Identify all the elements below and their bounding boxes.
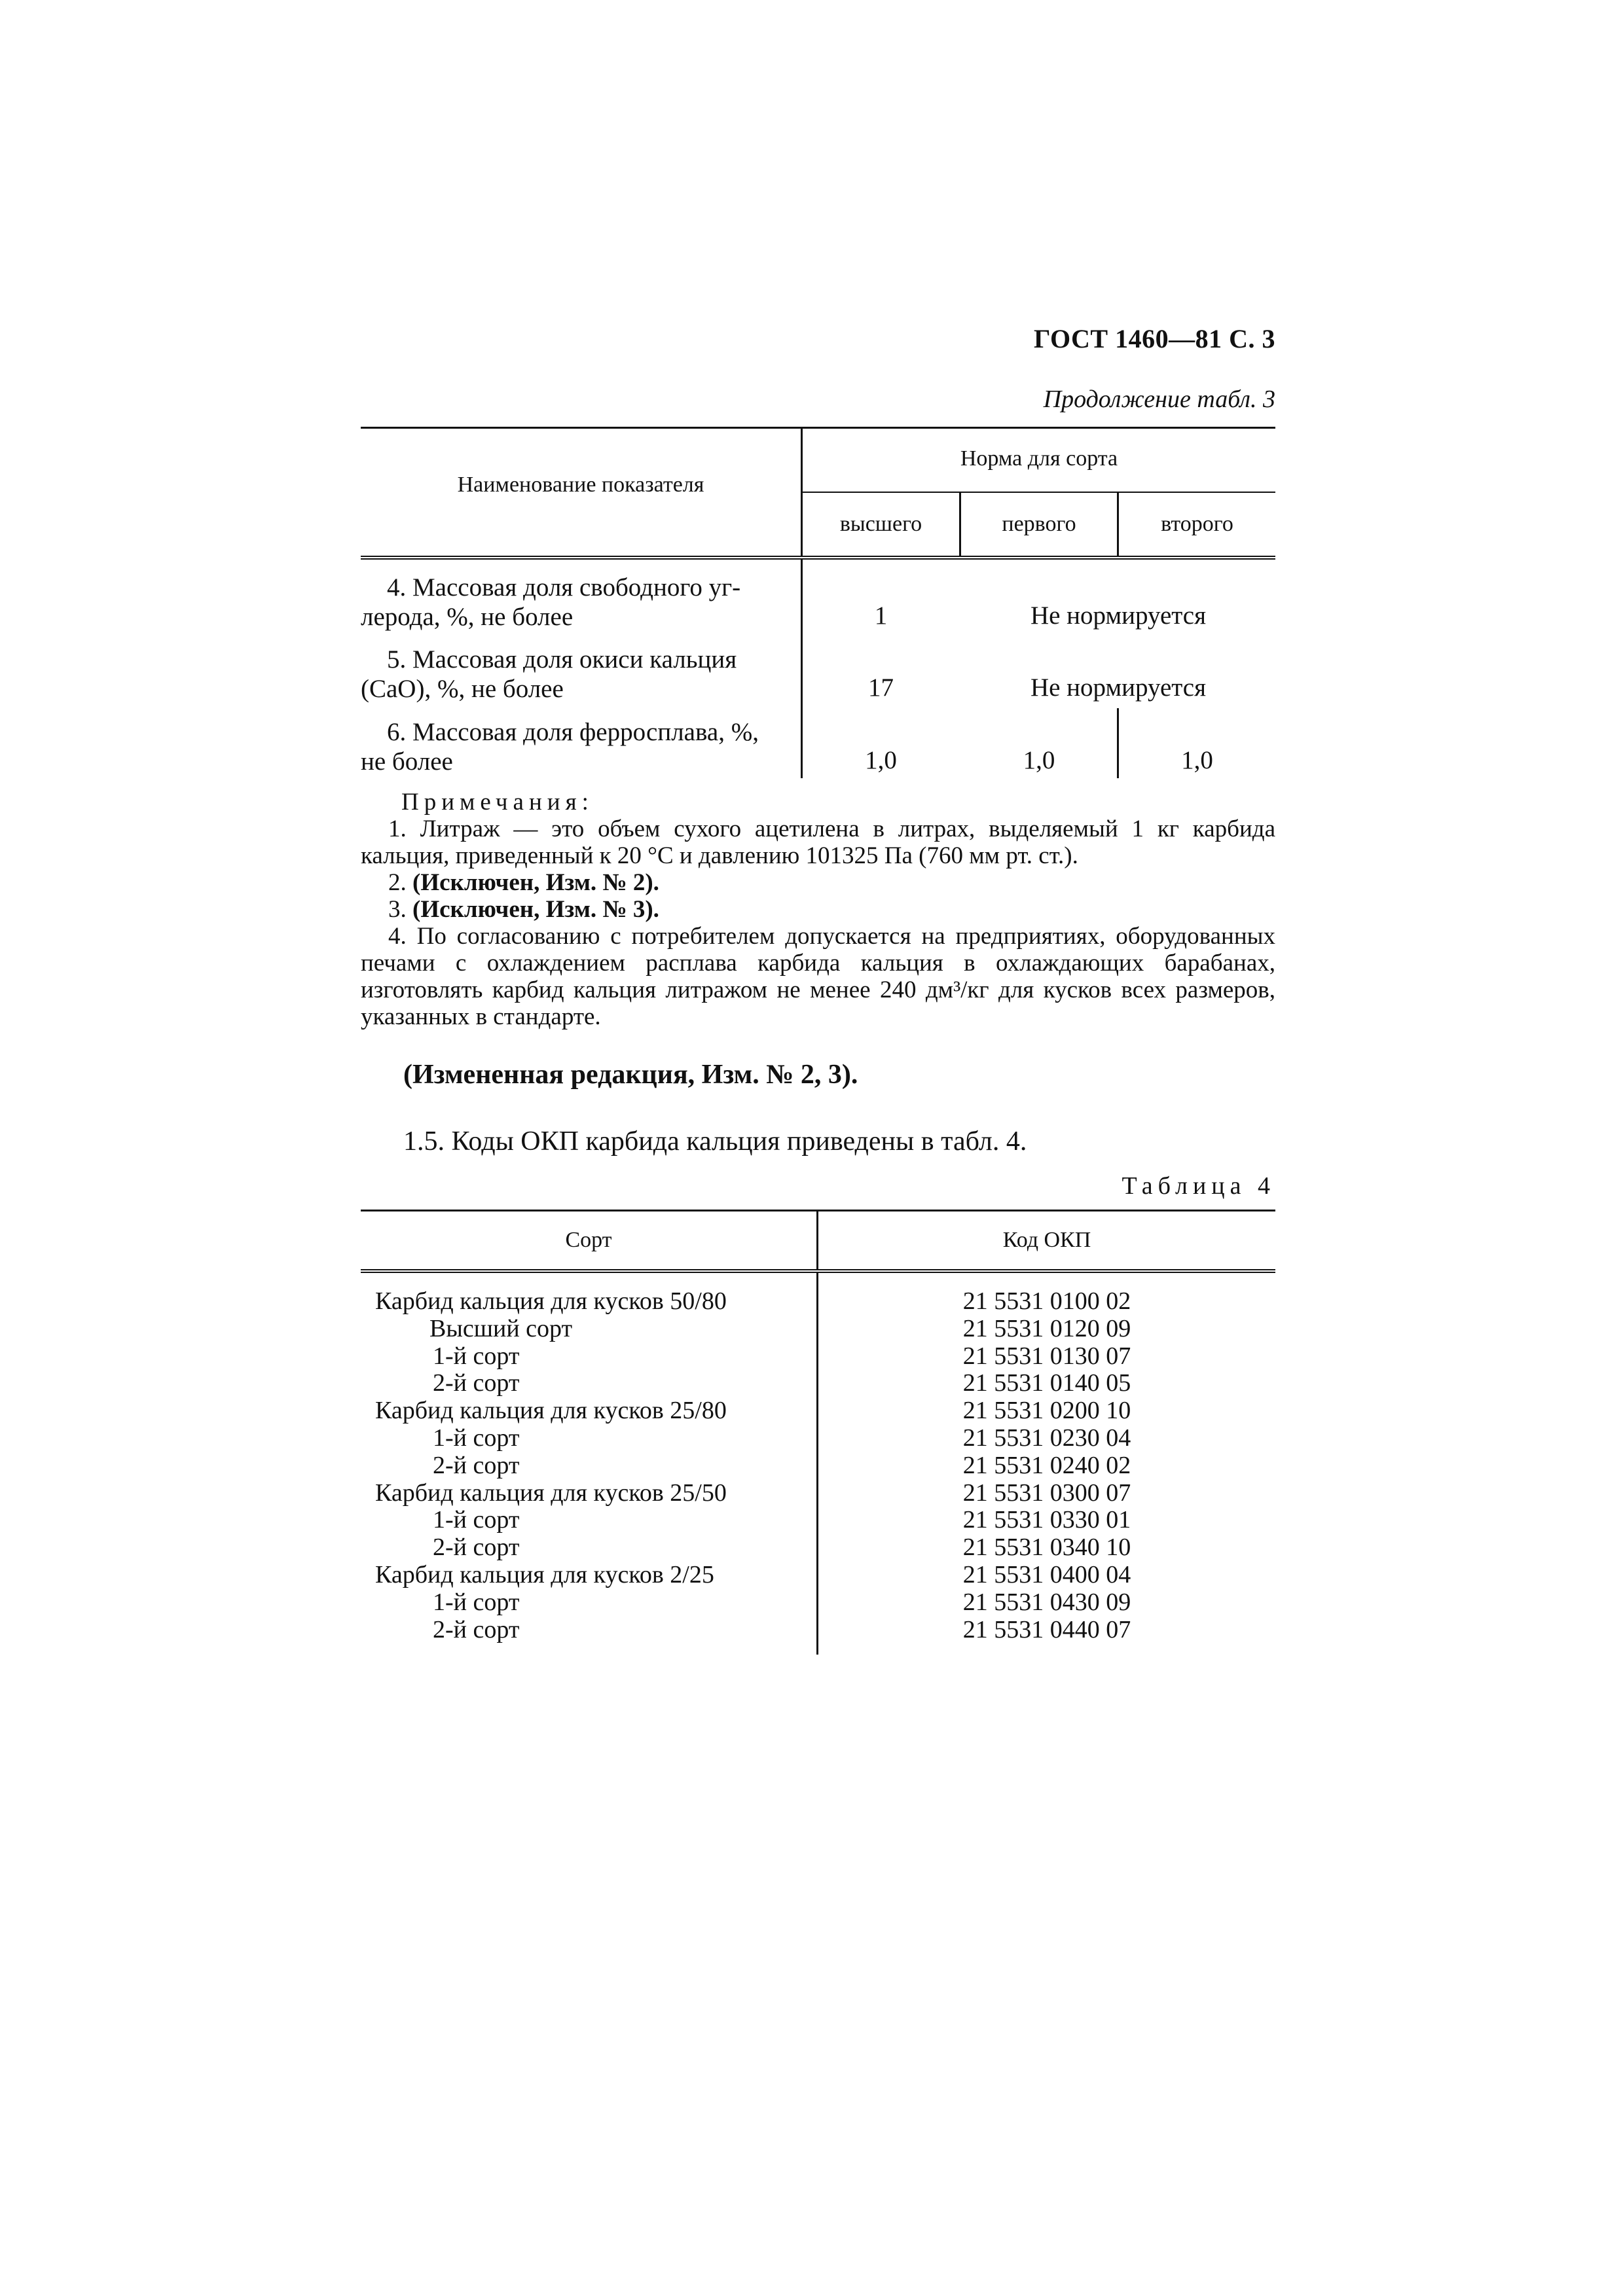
- table-4-label: Таблица 4: [1122, 1172, 1275, 1200]
- column-header-highest: высшего: [839, 512, 922, 536]
- table-row: [361, 1370, 1275, 1397]
- table-row: [361, 1316, 1275, 1343]
- table-row: [361, 1480, 1275, 1507]
- column-header-first: первого: [1002, 512, 1076, 536]
- table-row: [361, 1425, 1275, 1452]
- table-top-rule: [361, 427, 1275, 429]
- parameter-name-cont: не более: [361, 747, 453, 776]
- sort-cell: 1-й сорт: [433, 1342, 520, 1370]
- okp-code-cell: 21 5531 0430 09: [962, 1588, 1131, 1616]
- okp-code-cell: 21 5531 0440 07: [962, 1615, 1131, 1643]
- okp-code-cell: 21 5531 0140 05: [962, 1369, 1131, 1397]
- table-row: [361, 1534, 1275, 1562]
- table-4-rows: [361, 1288, 1275, 1643]
- column-header-second: второго: [1161, 512, 1233, 536]
- sort-cell: 1-й сорт: [433, 1424, 520, 1452]
- note-2-number: 2.: [388, 869, 407, 896]
- sort-cell: Карбид кальция для кусков 50/80: [375, 1287, 727, 1315]
- note-3-number: 3.: [388, 896, 407, 923]
- column-header-parameter: Наименование показателя: [457, 473, 704, 497]
- sort-cell: 2-й сорт: [433, 1369, 520, 1397]
- value-highest: 17: [868, 673, 894, 702]
- parameter-name-cont: лерода, %, не более: [361, 603, 574, 631]
- okp-code-cell: 21 5531 0400 04: [962, 1560, 1131, 1588]
- sort-cell: 2-й сорт: [433, 1615, 520, 1643]
- table-row: [361, 1562, 1275, 1589]
- okp-code-cell: 21 5531 0100 02: [962, 1287, 1131, 1315]
- okp-code-cell: 21 5531 0230 04: [962, 1424, 1131, 1452]
- table-4: [361, 1210, 1275, 1655]
- column-header-sort: Сорт: [565, 1228, 612, 1252]
- value-highest: 1: [874, 601, 888, 630]
- sort-cell: 2-й сорт: [433, 1534, 520, 1562]
- parameter-name: 5. Массовая доля окиси кальция: [387, 645, 737, 673]
- okp-code-cell: 21 5531 0300 07: [962, 1479, 1131, 1507]
- sort-cell: Высший сорт: [429, 1314, 573, 1342]
- parameter-name-cont: (СаО), %, не более: [361, 675, 564, 703]
- note-3: [361, 896, 1275, 923]
- okp-code-cell: 21 5531 0240 02: [962, 1451, 1131, 1479]
- paragraph-1-5: 1.5. Коды ОКП карбида кальция приведены в табл. 4.: [403, 1126, 1027, 1157]
- sort-cell: Карбид кальция для кусков 25/50: [375, 1479, 727, 1507]
- value-second: 1,0: [1181, 746, 1213, 774]
- note-1: 1. Литраж — это объем сухого ацетилена в литрах, выделяемый 1 кг карбида кальция, приведенный к 20 °С и давлению 101325 Па (760 мм рт. ст.).: [361, 816, 1275, 869]
- note-2: [361, 869, 1275, 896]
- table-row: [361, 1452, 1275, 1480]
- table-row: [361, 1288, 1275, 1316]
- table-row: [361, 645, 801, 704]
- value-first: 1,0: [1023, 746, 1055, 774]
- column-header-code: Код ОКП: [1002, 1228, 1091, 1252]
- column-header-norm: Норма для сорта: [960, 446, 1118, 471]
- value-merged: Не нормируется: [1030, 673, 1207, 702]
- sort-cell: 1-й сорт: [433, 1588, 520, 1616]
- table-row: [361, 1397, 1275, 1425]
- table-row: [361, 1617, 1275, 1644]
- sort-cell: Карбид кальция для кусков 2/25: [375, 1560, 714, 1588]
- amendment-note: (Измененная редакция, Изм. № 2, 3).: [403, 1060, 858, 1090]
- note-2-text: (Исключен, Изм. № 2).: [412, 869, 659, 896]
- note-3-text: (Исключен, Изм. № 3).: [412, 896, 659, 923]
- table-row: [361, 1343, 1275, 1371]
- table-row: [361, 1589, 1275, 1617]
- header-divider: [803, 492, 1275, 493]
- table-row: [361, 717, 801, 776]
- okp-code-cell: 21 5531 0130 07: [962, 1342, 1131, 1370]
- header-bottom-rule: [361, 1269, 1275, 1273]
- okp-code-cell: 21 5531 0200 10: [962, 1397, 1131, 1425]
- value-merged: Не нормируется: [1030, 601, 1207, 630]
- page-header: ГОСТ 1460—81 С. 3: [1033, 324, 1275, 353]
- value-highest: 1,0: [865, 746, 897, 774]
- sort-cell: 1-й сорт: [433, 1506, 520, 1534]
- okp-code-cell: 21 5531 0330 01: [962, 1506, 1131, 1534]
- header-bottom-rule: [361, 556, 1275, 560]
- sort-cell: Карбид кальция для кусков 25/80: [375, 1397, 727, 1425]
- sort-cell: 2-й сорт: [433, 1451, 520, 1479]
- table-row: [361, 1507, 1275, 1534]
- notes-section: [361, 789, 1275, 1030]
- table-row: [361, 573, 801, 632]
- note-4: 4. По согласованию с потребителем допускается на предприятиях, оборудованных печами с охлаждением расплава карбида кальция в охлаждающих барабанах, изготовлять карбид кальция литражом не менее 240 дм³/кг для кусков всех размеров, указанных в стандарте.: [361, 923, 1275, 1030]
- table-continuation-label: Продолжение табл. 3: [1043, 386, 1275, 413]
- parameter-name: 4. Массовая доля свободного уг-: [387, 573, 741, 601]
- parameter-name: 6. Массовая доля ферросплава, %,: [387, 718, 759, 746]
- notes-title: Примечания:: [401, 789, 594, 816]
- okp-code-cell: 21 5531 0120 09: [962, 1314, 1131, 1342]
- table-3: [361, 427, 1275, 778]
- okp-code-cell: 21 5531 0340 10: [962, 1534, 1131, 1562]
